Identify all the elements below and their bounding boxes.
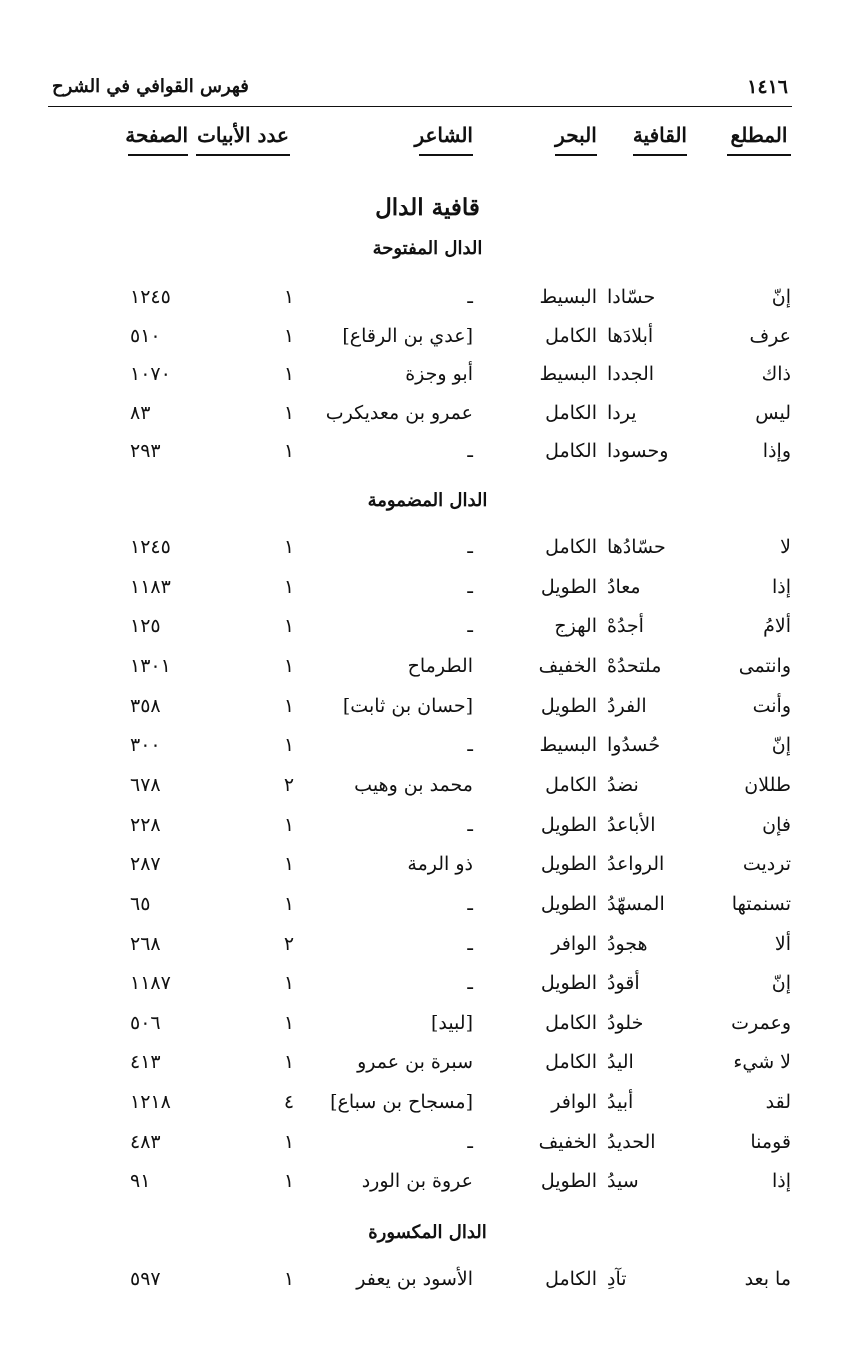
meter-cell: الطويل: [540, 853, 597, 876]
verse-count-cell: ٢: [283, 932, 295, 955]
page-ref-cell: ١٢٤٥: [130, 286, 171, 308]
table-row: [0, 357, 855, 391]
table-row: [0, 808, 855, 842]
rhyme-cell: اليدُ: [607, 1051, 634, 1074]
opening-cell: لا شيء: [733, 1051, 791, 1074]
poet-cell: ذو الرمة: [407, 853, 473, 876]
rhyme-cell: ملتحدُهْ: [607, 654, 662, 677]
table-row: [0, 966, 855, 1000]
column-headers: [0, 120, 855, 164]
verse-count-cell: ١: [283, 286, 295, 308]
poet-cell: ـ: [467, 932, 473, 955]
rhyme-cell: هجودُ: [607, 932, 648, 955]
rhyme-cell: أجدُهْ: [607, 615, 644, 638]
column-header-meter: البحر: [555, 120, 597, 156]
rhyme-cell: أبلادَها: [607, 324, 654, 347]
column-header-rhyme: القافية: [633, 120, 687, 156]
meter-cell: الكامل: [545, 1268, 597, 1290]
page-ref-cell: ٥١٠: [130, 324, 161, 347]
verse-count-cell: ٤: [283, 1091, 295, 1114]
meter-cell: الطويل: [540, 892, 597, 915]
rhyme-cell: الحديدُ: [607, 1130, 656, 1153]
poet-cell: ـ: [467, 536, 473, 558]
page-ref-cell: ٦٥: [130, 892, 151, 915]
rhyme-cell: الجددا: [607, 363, 655, 385]
rhyme-cell: الرواعدُ: [607, 853, 665, 876]
page-ref-cell: ٢٦٨: [130, 932, 161, 955]
subsection-title: الدال المفتوحة: [372, 238, 483, 259]
opening-cell: إذا: [771, 1170, 791, 1193]
poet-cell: عمرو بن معديكرب: [325, 401, 473, 424]
opening-cell: قومنا: [750, 1130, 791, 1153]
column-header-opening: المطلع: [727, 120, 791, 156]
verse-count-cell: ١: [283, 1170, 295, 1193]
table-row: [0, 649, 855, 683]
verse-count-cell: ١: [283, 615, 295, 638]
opening-cell: لا: [780, 536, 791, 558]
poet-cell: ـ: [467, 972, 473, 995]
page-ref-cell: ١٢٥: [130, 615, 161, 638]
table-row: [0, 319, 855, 353]
meter-cell: الكامل: [545, 401, 597, 424]
verse-count-cell: ١: [283, 440, 295, 462]
opening-cell: إذا: [771, 575, 791, 598]
table-row: [0, 847, 855, 881]
rhyme-cell: المسهّدُ: [607, 892, 665, 915]
opening-cell: إنّ: [771, 734, 791, 757]
page-ref-cell: ٤٨٣: [130, 1130, 161, 1153]
opening-cell: ألامُ: [763, 615, 791, 638]
page-ref-cell: ١١٨٧: [130, 972, 171, 995]
rhyme-cell: حسّادا: [607, 286, 656, 308]
table-row: [0, 280, 855, 314]
verse-count-cell: ١: [283, 1268, 295, 1290]
rhyme-cell: الفردُ: [607, 694, 647, 717]
verse-count-cell: ١: [283, 575, 295, 598]
page-ref-cell: ٢٨٧: [130, 853, 161, 876]
opening-cell: عرف: [749, 324, 791, 347]
opening-cell: وانتمى: [738, 654, 791, 677]
poet-cell: سبرة بن عمرو: [357, 1051, 473, 1074]
page-ref-cell: ٦٧٨: [130, 773, 161, 796]
meter-cell: البسيط: [539, 286, 597, 308]
meter-cell: الطويل: [540, 972, 597, 995]
verse-count-cell: ١: [283, 694, 295, 717]
poet-cell: الطرماح: [407, 654, 473, 677]
opening-cell: إنّ: [771, 286, 791, 308]
opening-cell: ذاك: [761, 363, 791, 385]
poet-cell: ـ: [467, 892, 473, 915]
page-ref-cell: ٩١: [130, 1170, 151, 1193]
opening-cell: إنّ: [771, 972, 791, 995]
page-ref-cell: ٢٢٨: [130, 813, 161, 836]
poet-cell: ـ: [467, 615, 473, 638]
opening-cell: وعمرت: [731, 1011, 791, 1034]
page-ref-cell: ٥٩٧: [130, 1268, 161, 1290]
verse-count-cell: ١: [283, 1130, 295, 1153]
verse-count-cell: ١: [283, 853, 295, 876]
table-row: [0, 1006, 855, 1040]
verse-count-cell: ٢: [283, 773, 295, 796]
table-row: [0, 689, 855, 723]
rhyme-cell: يردا: [607, 401, 637, 424]
column-header-page: الصفحة: [128, 120, 188, 156]
poet-cell: ـ: [467, 734, 473, 757]
page-ref-cell: ١٢٤٥: [130, 536, 171, 558]
opening-cell: تسنمتها: [731, 892, 791, 915]
table-row: [0, 1125, 855, 1159]
opening-cell: ما بعد: [744, 1268, 791, 1290]
poet-cell: أبو وجزة: [405, 363, 473, 385]
subsection-title: الدال المكسورة: [368, 1222, 487, 1243]
poet-cell: ـ: [467, 440, 473, 462]
rhyme-cell: خلودُ: [607, 1011, 644, 1034]
meter-cell: البسيط: [539, 363, 597, 385]
verse-count-cell: ١: [283, 1051, 295, 1074]
poet-cell: ـ: [467, 575, 473, 598]
page-ref-cell: ١١٨٣: [130, 575, 171, 598]
rhyme-cell: أقودُ: [607, 972, 640, 995]
meter-cell: الطويل: [540, 813, 597, 836]
poet-cell: [لبيد]: [430, 1011, 473, 1034]
rhyme-cell: تآدِ: [607, 1268, 627, 1290]
meter-cell: الخفيف: [538, 654, 597, 677]
opening-cell: ليس: [755, 401, 791, 424]
table-row: [0, 609, 855, 643]
rhyme-cell: حسّادُها: [607, 536, 666, 558]
opening-cell: لقد: [765, 1091, 791, 1114]
meter-cell: الكامل: [545, 773, 597, 796]
table-row: [0, 396, 855, 430]
verse-count-cell: ١: [283, 536, 295, 558]
poet-cell: [حسان بن ثابت]: [342, 694, 473, 717]
verse-count-cell: ١: [283, 363, 295, 385]
poet-cell: الأسود بن يعفر: [356, 1268, 473, 1290]
meter-cell: الخفيف: [538, 1130, 597, 1153]
meter-cell: الهزج: [554, 615, 597, 638]
poet-cell: عروة بن الورد: [361, 1170, 473, 1193]
column-header-poet: الشاعر: [419, 120, 473, 156]
page-ref-cell: ٨٣: [130, 401, 151, 424]
table-row: [0, 1045, 855, 1079]
running-header: [48, 72, 792, 107]
table-row: [0, 434, 855, 468]
verse-count-cell: ١: [283, 324, 295, 347]
rhyme-cell: أبيدُ: [607, 1091, 634, 1114]
meter-cell: الطويل: [540, 575, 597, 598]
meter-cell: الكامل: [545, 440, 597, 462]
poet-cell: ـ: [467, 1130, 473, 1153]
verse-count-cell: ١: [283, 734, 295, 757]
column-header-verses: عدد الأبيات: [196, 120, 290, 156]
opening-cell: طللان: [744, 773, 791, 796]
rhyme-cell: سيدُ: [607, 1170, 639, 1193]
page-ref-cell: ١٢١٨: [130, 1091, 171, 1114]
verse-count-cell: ١: [283, 813, 295, 836]
meter-cell: الكامل: [545, 536, 597, 558]
table-row: [0, 927, 855, 961]
table-row: [0, 1262, 855, 1296]
table-row: [0, 1085, 855, 1119]
page-ref-cell: ٣٥٨: [130, 694, 161, 717]
page-ref-cell: ١٠٧٠: [130, 363, 171, 385]
poet-cell: ـ: [467, 813, 473, 836]
opening-cell: وإذا: [762, 440, 791, 462]
meter-cell: الوافر: [551, 932, 597, 955]
page-ref-cell: ٣٠٠: [130, 734, 161, 757]
meter-cell: الوافر: [551, 1091, 597, 1114]
table-row: [0, 530, 855, 564]
meter-cell: الطويل: [540, 1170, 597, 1193]
opening-cell: ترديت: [742, 853, 791, 876]
page-ref-cell: ٢٩٣: [130, 440, 161, 462]
page-ref-cell: ٤١٣: [130, 1051, 161, 1074]
table-row: [0, 768, 855, 802]
page-ref-cell: ٥٠٦: [130, 1011, 161, 1034]
meter-cell: الكامل: [545, 1051, 597, 1074]
page-number: ١٤١٦: [747, 76, 788, 98]
rhyme-cell: نضدُ: [607, 773, 639, 796]
section-title: قافية الدال: [375, 194, 480, 221]
verse-count-cell: ١: [283, 892, 295, 915]
verse-count-cell: ١: [283, 654, 295, 677]
rhyme-cell: حُسدُوا: [607, 734, 661, 757]
rhyme-cell: الأباعدُ: [607, 813, 656, 836]
rhyme-cell: وحسودا: [607, 440, 669, 462]
meter-cell: الكامل: [545, 1011, 597, 1034]
poet-cell: [مسجاح بن سباع]: [330, 1091, 473, 1114]
table-row: [0, 570, 855, 604]
rhyme-cell: معادُ: [607, 575, 641, 598]
poet-cell: ـ: [467, 286, 473, 308]
meter-cell: البسيط: [539, 734, 597, 757]
opening-cell: فإن: [762, 813, 791, 836]
poet-cell: محمد بن وهيب: [354, 773, 473, 796]
verse-count-cell: ١: [283, 401, 295, 424]
opening-cell: وأنت: [752, 694, 791, 717]
verse-count-cell: ١: [283, 1011, 295, 1034]
verse-count-cell: ١: [283, 972, 295, 995]
opening-cell: ألا: [774, 932, 791, 955]
page-ref-cell: ١٣٠١: [130, 654, 171, 677]
poet-cell: [عدي بن الرقاع]: [342, 324, 473, 347]
subsection-title: الدال المضمومة: [367, 490, 488, 511]
meter-cell: الطويل: [540, 694, 597, 717]
table-row: [0, 1164, 855, 1198]
meter-cell: الكامل: [545, 324, 597, 347]
table-row: [0, 728, 855, 762]
index-title: فهرس القوافي في الشرح: [52, 76, 249, 97]
table-row: [0, 887, 855, 921]
